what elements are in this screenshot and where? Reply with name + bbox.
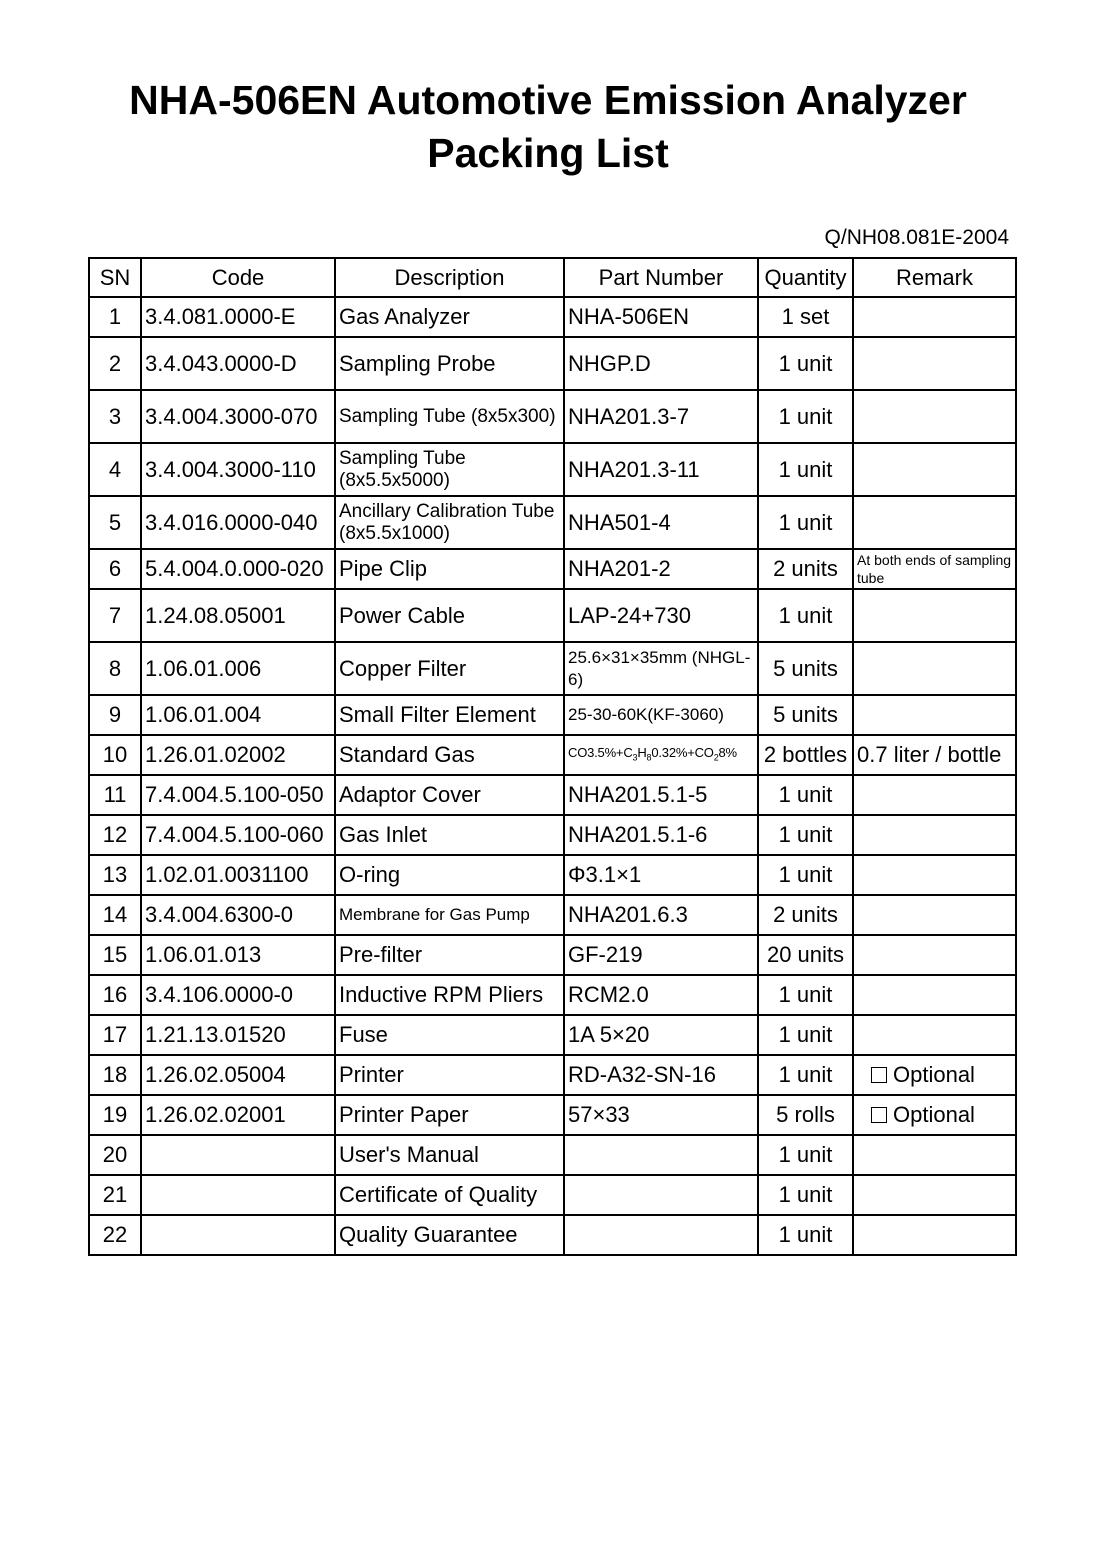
part-number-cell: Φ3.1×1 bbox=[564, 855, 758, 895]
optional-checkbox[interactable] bbox=[871, 1067, 887, 1083]
quantity-cell: 1 unit bbox=[758, 390, 853, 443]
description-cell: Sampling Tube (8x5.5x5000) bbox=[335, 443, 564, 496]
part-number-cell: NHA201-2 bbox=[564, 549, 758, 589]
sn-cell: 5 bbox=[89, 496, 141, 549]
remark-cell bbox=[853, 1175, 1016, 1215]
code-cell: 3.4.081.0000-E bbox=[141, 297, 335, 337]
description-cell: User's Manual bbox=[335, 1135, 564, 1175]
description-cell: Copper Filter bbox=[335, 642, 564, 695]
sn-cell: 3 bbox=[89, 390, 141, 443]
code-cell bbox=[141, 1135, 335, 1175]
remark-cell bbox=[853, 775, 1016, 815]
table-row bbox=[89, 815, 1016, 855]
quantity-cell: 1 unit bbox=[758, 443, 853, 496]
remark-cell bbox=[853, 975, 1016, 1015]
remark-cell bbox=[853, 496, 1016, 549]
part-number-cell bbox=[564, 1175, 758, 1215]
code-cell: 3.4.004.6300-0 bbox=[141, 895, 335, 935]
part-number-cell: RD-A32-SN-16 bbox=[564, 1055, 758, 1095]
quantity-cell: 1 unit bbox=[758, 975, 853, 1015]
quantity-cell: 1 unit bbox=[758, 1055, 853, 1095]
code-cell: 1.26.02.05004 bbox=[141, 1055, 335, 1095]
remark-cell bbox=[853, 589, 1016, 642]
description-cell: Standard Gas bbox=[335, 735, 564, 775]
sn-cell: 18 bbox=[89, 1055, 141, 1095]
description-cell: Membrane for Gas Pump bbox=[335, 895, 564, 935]
description-cell: Sampling Probe bbox=[335, 337, 564, 390]
sn-cell: 22 bbox=[89, 1215, 141, 1255]
quantity-cell: 2 bottles bbox=[758, 735, 853, 775]
quantity-cell: 1 unit bbox=[758, 337, 853, 390]
description-cell: Pre-filter bbox=[335, 935, 564, 975]
part-number-cell: GF-219 bbox=[564, 935, 758, 975]
quantity-cell: 2 units bbox=[758, 549, 853, 589]
table-row bbox=[89, 337, 1016, 390]
description-cell: Printer Paper bbox=[335, 1095, 564, 1135]
part-number-cell: NHA-506EN bbox=[564, 297, 758, 337]
part-number-cell: 25-30-60K(KF-3060) bbox=[564, 695, 758, 735]
sn-cell: 9 bbox=[89, 695, 141, 735]
code-cell: 3.4.004.3000-110 bbox=[141, 443, 335, 496]
remark-cell bbox=[853, 642, 1016, 695]
sn-cell: 2 bbox=[89, 337, 141, 390]
remark-cell bbox=[853, 695, 1016, 735]
sn-cell: 10 bbox=[89, 735, 141, 775]
column-header-remark: Remark bbox=[853, 258, 1016, 297]
sn-cell: 6 bbox=[89, 549, 141, 589]
description-cell: O-ring bbox=[335, 855, 564, 895]
quantity-cell: 1 unit bbox=[758, 855, 853, 895]
sn-cell: 16 bbox=[89, 975, 141, 1015]
code-cell: 5.4.004.0.000-020 bbox=[141, 549, 335, 589]
table-row bbox=[89, 1015, 1016, 1055]
table-row bbox=[89, 1135, 1016, 1175]
code-cell: 3.4.016.0000-040 bbox=[141, 496, 335, 549]
table-row bbox=[89, 895, 1016, 935]
code-cell: 1.06.01.004 bbox=[141, 695, 335, 735]
column-header-quantity: Quantity bbox=[758, 258, 853, 297]
sn-cell: 17 bbox=[89, 1015, 141, 1055]
part-number-cell bbox=[564, 1135, 758, 1175]
remark-cell bbox=[853, 297, 1016, 337]
quantity-cell: 1 unit bbox=[758, 815, 853, 855]
part-number-cell: 57×33 bbox=[564, 1095, 758, 1135]
code-cell: 1.24.08.05001 bbox=[141, 589, 335, 642]
code-cell: 3.4.043.0000-D bbox=[141, 337, 335, 390]
quantity-cell: 1 unit bbox=[758, 496, 853, 549]
table-row bbox=[89, 1175, 1016, 1215]
code-cell: 7.4.004.5.100-050 bbox=[141, 775, 335, 815]
table-row bbox=[89, 735, 1016, 775]
code-cell: 3.4.004.3000-070 bbox=[141, 390, 335, 443]
document-title bbox=[0, 74, 1096, 180]
table-row bbox=[89, 390, 1016, 443]
remark-cell bbox=[853, 895, 1016, 935]
column-header-part-number: Part Number bbox=[564, 258, 758, 297]
code-cell: 1.06.01.013 bbox=[141, 935, 335, 975]
remark-cell: At both ends of sampling tube bbox=[853, 549, 1016, 589]
code-cell: 1.02.01.0031100 bbox=[141, 855, 335, 895]
title-line-2: Packing List bbox=[427, 130, 669, 176]
part-number-cell: LAP-24+730 bbox=[564, 589, 758, 642]
optional-checkbox[interactable] bbox=[871, 1107, 887, 1123]
quantity-cell: 1 unit bbox=[758, 1015, 853, 1055]
description-cell: Pipe Clip bbox=[335, 549, 564, 589]
quantity-cell: 20 units bbox=[758, 935, 853, 975]
sn-cell: 13 bbox=[89, 855, 141, 895]
remark-cell bbox=[853, 337, 1016, 390]
remark-cell bbox=[853, 1015, 1016, 1055]
quantity-cell: 1 unit bbox=[758, 1135, 853, 1175]
part-number-cell: NHA201.5.1-6 bbox=[564, 815, 758, 855]
code-cell bbox=[141, 1215, 335, 1255]
part-number-cell: NHA201.6.3 bbox=[564, 895, 758, 935]
sn-cell: 11 bbox=[89, 775, 141, 815]
remark-cell bbox=[853, 390, 1016, 443]
quantity-cell: 5 units bbox=[758, 642, 853, 695]
sn-cell: 15 bbox=[89, 935, 141, 975]
sn-cell: 21 bbox=[89, 1175, 141, 1215]
column-header-sn: SN bbox=[89, 258, 141, 297]
quantity-cell: 1 set bbox=[758, 297, 853, 337]
table-row bbox=[89, 775, 1016, 815]
sn-cell: 20 bbox=[89, 1135, 141, 1175]
document-number: Q/NH08.081E-2004 bbox=[824, 226, 1009, 249]
description-cell: Gas Analyzer bbox=[335, 297, 564, 337]
part-number-cell: NHA201.5.1-5 bbox=[564, 775, 758, 815]
code-cell: 1.26.02.02001 bbox=[141, 1095, 335, 1135]
quantity-cell: 1 unit bbox=[758, 775, 853, 815]
remark-cell bbox=[853, 855, 1016, 895]
code-cell bbox=[141, 1175, 335, 1215]
description-cell: Ancillary Calibration Tube (8x5.5x1000) bbox=[335, 496, 564, 549]
remark-cell bbox=[853, 815, 1016, 855]
remark-cell bbox=[853, 935, 1016, 975]
code-cell: 7.4.004.5.100-060 bbox=[141, 815, 335, 855]
part-number-cell: NHA501-4 bbox=[564, 496, 758, 549]
description-cell: Small Filter Element bbox=[335, 695, 564, 735]
code-cell: 1.21.13.01520 bbox=[141, 1015, 335, 1055]
sn-cell: 8 bbox=[89, 642, 141, 695]
part-number-cell: 1A 5×20 bbox=[564, 1015, 758, 1055]
quantity-cell: 1 unit bbox=[758, 1175, 853, 1215]
part-number-cell: NHA201.3-7 bbox=[564, 390, 758, 443]
table-row bbox=[89, 695, 1016, 735]
code-cell: 1.26.01.02002 bbox=[141, 735, 335, 775]
remark-cell bbox=[853, 443, 1016, 496]
title-line-1: NHA-506EN Automotive Emission Analyzer bbox=[129, 77, 967, 123]
description-cell: Printer bbox=[335, 1055, 564, 1095]
column-header-description: Description bbox=[335, 258, 564, 297]
table-row bbox=[89, 549, 1016, 589]
table-header-row bbox=[89, 258, 1016, 297]
description-cell: Gas Inlet bbox=[335, 815, 564, 855]
remark-label: Optional bbox=[893, 1102, 975, 1127]
description-cell: Certificate of Quality bbox=[335, 1175, 564, 1215]
description-cell: Quality Guarantee bbox=[335, 1215, 564, 1255]
table-row bbox=[89, 935, 1016, 975]
sn-cell: 4 bbox=[89, 443, 141, 496]
table-row bbox=[89, 1095, 1016, 1135]
table-row bbox=[89, 443, 1016, 496]
description-cell: Adaptor Cover bbox=[335, 775, 564, 815]
sn-cell: 7 bbox=[89, 589, 141, 642]
part-number-cell: 25.6×31×35mm (NHGL-6) bbox=[564, 642, 758, 695]
sn-cell: 12 bbox=[89, 815, 141, 855]
remark-cell bbox=[853, 1055, 1016, 1095]
table-row bbox=[89, 1055, 1016, 1095]
remark-cell bbox=[853, 1135, 1016, 1175]
quantity-cell: 5 rolls bbox=[758, 1095, 853, 1135]
code-cell: 1.06.01.006 bbox=[141, 642, 335, 695]
table-row bbox=[89, 589, 1016, 642]
part-number-cell bbox=[564, 1215, 758, 1255]
part-number-cell: NHA201.3-11 bbox=[564, 443, 758, 496]
table-row bbox=[89, 975, 1016, 1015]
remark-cell bbox=[853, 1215, 1016, 1255]
code-cell: 3.4.106.0000-0 bbox=[141, 975, 335, 1015]
remark-cell bbox=[853, 1095, 1016, 1135]
remark-label: Optional bbox=[893, 1062, 975, 1087]
sn-cell: 19 bbox=[89, 1095, 141, 1135]
quantity-cell: 1 unit bbox=[758, 1215, 853, 1255]
sn-cell: 1 bbox=[89, 297, 141, 337]
gas-mixture-cell: $CO3.5\%+C_3H_80.32\%+CO_28\%$ bbox=[564, 735, 758, 775]
packing-list-table bbox=[88, 257, 1017, 1256]
description-cell: Power Cable bbox=[335, 589, 564, 642]
quantity-cell: 1 unit bbox=[758, 589, 853, 642]
description-cell: Inductive RPM Pliers bbox=[335, 975, 564, 1015]
description-cell: Fuse bbox=[335, 1015, 564, 1055]
column-header-code: Code bbox=[141, 258, 335, 297]
quantity-cell: 2 units bbox=[758, 895, 853, 935]
description-cell: Sampling Tube (8x5x300) bbox=[335, 390, 564, 443]
part-number-cell: RCM2.0 bbox=[564, 975, 758, 1015]
part-number-cell: NHGP.D bbox=[564, 337, 758, 390]
table-row bbox=[89, 1215, 1016, 1255]
table-row bbox=[89, 297, 1016, 337]
table-row bbox=[89, 855, 1016, 895]
sn-cell: 14 bbox=[89, 895, 141, 935]
table-row bbox=[89, 496, 1016, 549]
remark-cell: 0.7 liter / bottle bbox=[853, 735, 1016, 775]
table-row bbox=[89, 642, 1016, 695]
quantity-cell: 5 units bbox=[758, 695, 853, 735]
